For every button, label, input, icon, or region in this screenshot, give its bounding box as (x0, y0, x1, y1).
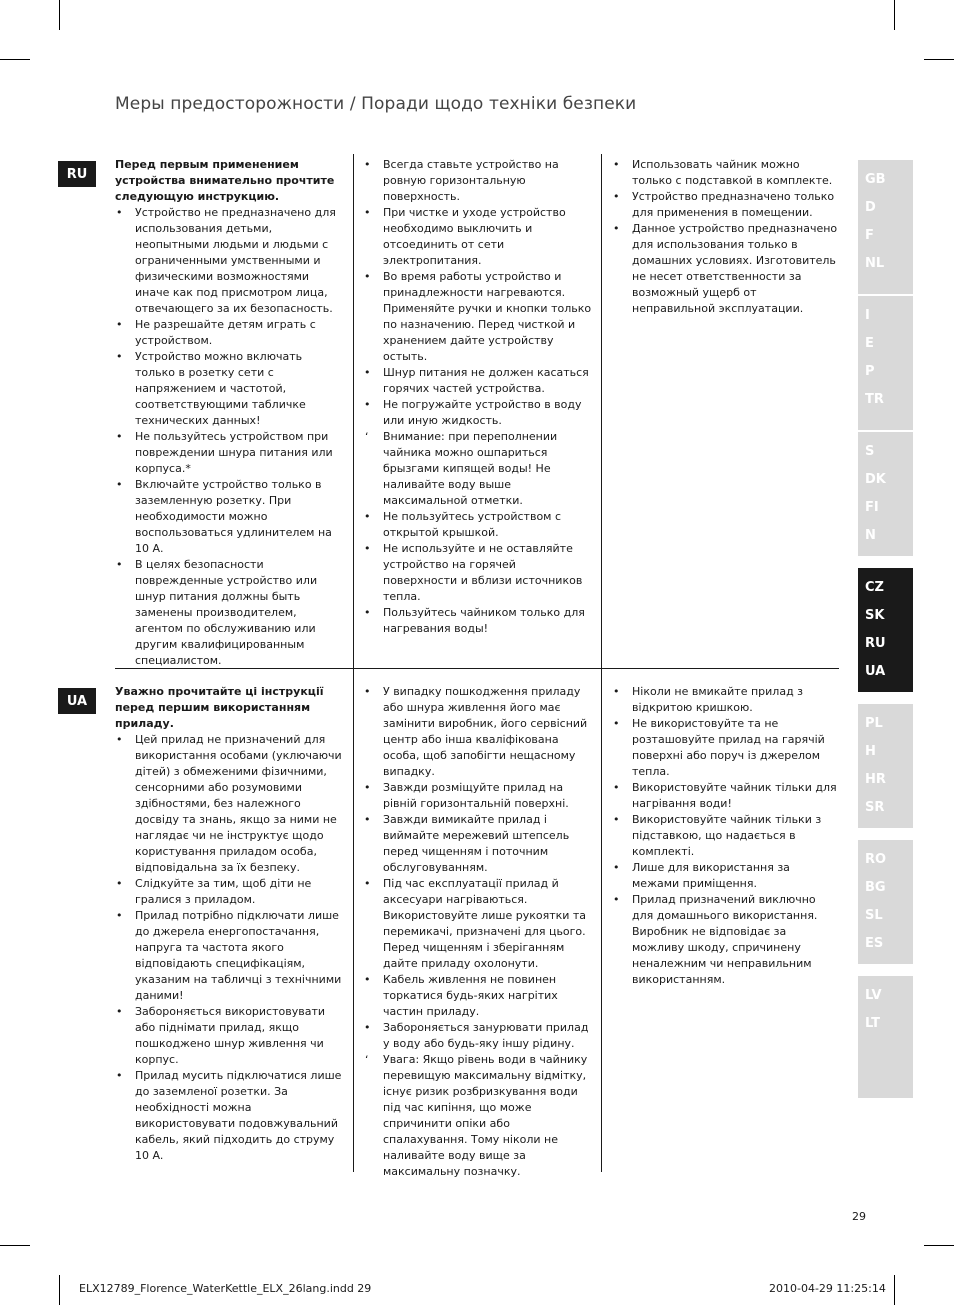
language-tab-group[interactable] (858, 704, 913, 828)
list-item: • Использовать чайник можно только с подставкой в комплекте. (612, 157, 840, 189)
language-tab[interactable]: I (865, 308, 870, 323)
language-tab[interactable]: RO (865, 852, 887, 867)
crop-mark (59, 0, 60, 30)
language-badge-ru: RU (58, 161, 96, 187)
list-item: • Цей прилад не призначений для використання особами (уключаючи дітей) з обмеженими фізичними, сенсорними або розумовими здібностями, без належного досвіду та знань, якщо за ними не наглядає чи не інструктує щодо користування приладом особа, відповідальна за їх безпеку. (115, 732, 343, 876)
crop-mark (894, 1275, 895, 1305)
language-tab[interactable]: P (865, 364, 875, 379)
list-item: • Завжди вимикайте прилад і виймайте мережевий штепсель перед чищенням і поточним обслуговуванням. (363, 812, 593, 876)
crop-mark (0, 59, 30, 60)
page-number: 29 (852, 1210, 866, 1223)
language-tab[interactable]: F (865, 228, 874, 243)
list-item: • Не разрешайте детям играть с устройством. (115, 317, 343, 349)
column-divider (601, 669, 602, 1172)
list-item: • Прилад потрібно підключати лише до джерела енергопостачання, напруга та частота якого відповідають специфікаціям, указаним на табличці з технічними даними! (115, 908, 343, 1004)
list-item: • Під час експлуатації прилад й аксесуари нагріваються. Використовуйте лише рукоятки та перемикачі, призначені для цього. Перед чищенням і зберіганням дайте приладу охолонути. (363, 876, 593, 972)
list-item: • Всегда ставьте устройство на ровную горизонтальную поверхность. (363, 157, 593, 205)
ru-list-2 (363, 157, 593, 637)
language-tab[interactable]: BG (865, 880, 886, 895)
language-tab[interactable]: D (865, 200, 876, 215)
language-tab[interactable]: TR (865, 392, 884, 407)
language-tab[interactable]: SR (865, 800, 885, 815)
crop-mark (924, 59, 954, 60)
language-tab[interactable]: E (865, 336, 874, 351)
list-item: • Не погружайте устройство в воду или иную жидкость. (363, 397, 593, 429)
language-tab[interactable]: H (865, 744, 876, 759)
list-item: • Устройство не предназначено для использования детьми, неопытными людьми и людьми с ограниченными умственными и физическими возможностями иначе как под присмотром лица, отвечающего за их безопасность. (115, 205, 343, 317)
ua-list-2 (363, 684, 593, 1180)
section-separator (115, 668, 839, 669)
language-tab[interactable]: SL (865, 908, 883, 923)
list-item: • Кабель живлення не повинен торкатися будь-яких нагрітих частин приладу. (363, 972, 593, 1020)
list-item: • Не используйте и не оставляйте устройство на горячей поверхности и вблизи источников тепла. (363, 541, 593, 605)
list-item: • У випадку пошкодження приладу або шнура живлення його має замінити виробник, його сервісний центр або інша кваліфікована особа, щоб запобігти нещасному випадку. (363, 684, 593, 780)
list-item: • Забороняється занурювати прилад у воду або будь-яку іншу рідину. (363, 1020, 593, 1052)
list-item: • Використовуйте чайник тільки для нагрівання води! (612, 780, 840, 812)
list-item: • Включайте устройство только в заземленную розетку. При необходимости можно воспользоваться удлинителем на 10 А. (115, 477, 343, 557)
list-item: • Шнур питания не должен касаться горячих частей устройства. (363, 365, 593, 397)
warning-item: ʻ Внимание: при переполнении чайника можно ошпариться брызгами кипящей воды! Не наливайте воду выше максимальной отметки. (363, 429, 593, 509)
list-item: • В целях безопасности поврежденные устройство или шнур питания должны быть заменены производителем, агентом по обслуживанию или другим квалифицированным специалистом. (115, 557, 343, 669)
ru-column-2 (363, 157, 593, 637)
warning-item: ʻ Увага: Якщо рівень води в чайнику перевищую максимальну відмітку, існує ризик розбризкування води під час кипіння, що може спричинити опіки або спалахування. Тому ніколи не наливайте воду вище за максимальну позначку. (363, 1052, 593, 1180)
language-tab[interactable]: S (865, 444, 875, 459)
language-tab[interactable]: SK (865, 608, 885, 623)
language-tab[interactable]: NL (865, 256, 885, 271)
file-name-footer: ELX12789_Florence_WaterKettle_ELX_26lang.indd 29 (79, 1282, 372, 1295)
column-divider (601, 154, 602, 669)
language-tab-group[interactable] (858, 432, 913, 556)
language-tab[interactable]: LV (865, 988, 882, 1003)
language-badge-ua: UA (58, 688, 96, 714)
list-item: • Пользуйтесь чайником только для нагревания воды! (363, 605, 593, 637)
list-item: • Використовуйте чайник тільки з підставкою, що надається в комплекті. (612, 812, 840, 860)
list-item: • Лише для використання за межами приміщення. (612, 860, 840, 892)
language-tab[interactable]: RU (865, 636, 886, 651)
language-tab[interactable]: LT (865, 1016, 880, 1031)
language-tab[interactable]: GB (865, 172, 886, 187)
language-tab[interactable]: UA (865, 664, 886, 679)
list-item: • Во время работы устройство и принадлежности нагреваются. Применяйте ручки и кнопки только по назначению. Перед чисткой и хранением дайте устройству остыть. (363, 269, 593, 365)
language-tab[interactable]: HR (865, 772, 886, 787)
column-divider (353, 154, 354, 669)
crop-mark (59, 1275, 60, 1305)
ua-list-3 (612, 684, 840, 988)
list-item: • Данное устройство предназначено для использования только в домашних условиях. Изготовитель не несет ответственности за возможный ущерб от неправильной эксплуатации. (612, 221, 840, 317)
ru-column-1 (115, 157, 343, 669)
ru-list-3 (612, 157, 840, 317)
crop-mark (0, 1245, 30, 1246)
language-tab[interactable]: FI (865, 500, 879, 515)
ua-column-1 (115, 684, 343, 1164)
list-item: • Ніколи не вмикайте прилад з відкритою кришкою. (612, 684, 840, 716)
crop-mark (924, 1245, 954, 1246)
list-item: • Прилад призначений виключно для домашнього використання. Виробник не відповідає за можливу шкоду, спричинену неналежним чи неправильним використанням. (612, 892, 840, 988)
language-tab-group[interactable] (858, 296, 913, 430)
language-tab-group[interactable] (858, 840, 913, 964)
list-item: • Слідкуйте за тим, щоб діти не гралися з приладом. (115, 876, 343, 908)
language-tab[interactable]: DK (865, 472, 886, 487)
timestamp-footer: 2010-04-29 11:25:14 (769, 1282, 886, 1295)
ru-intro: Перед первым применением устройства внимательно прочтите следующую инструкцию. (115, 158, 335, 203)
list-item: • Не використовуйте та не розташовуйте прилад на гарячій поверхні або поруч із джерелом тепла. (612, 716, 840, 780)
list-item: • Завжди розміщуйте прилад на рівній горизонтальній поверхні. (363, 780, 593, 812)
ua-column-3 (612, 684, 840, 988)
list-item: • При чистке и уходе устройство необходимо выключить и отсоединить от сети электропитания. (363, 205, 593, 269)
ru-list-1 (115, 205, 343, 669)
ua-list-1 (115, 732, 343, 1164)
list-item: • Забороняється використовувати або піднімати прилад, якщо пошкоджено шнур живлення чи корпус. (115, 1004, 343, 1068)
language-tab-group[interactable] (858, 160, 913, 294)
ua-intro: Уважно прочитайте ці інструкції перед першим використанням приладу. (115, 685, 324, 730)
language-tab[interactable]: CZ (865, 580, 884, 595)
language-tab-group[interactable] (858, 976, 913, 1098)
list-item: • Не пользуйтесь устройством при повреждении шнура питания или корпуса.* (115, 429, 343, 477)
ua-column-2 (363, 684, 593, 1180)
list-item: • Устройство можно включать только в розетку сети с напряжением и частотой, соответствующими табличке технических данных! (115, 349, 343, 429)
language-tab[interactable]: N (865, 528, 876, 543)
language-tab-group-active[interactable] (858, 568, 913, 692)
language-tab[interactable]: ES (865, 936, 884, 951)
page-title: Меры предосторожности / Поради щодо техніки безпеки (115, 94, 637, 114)
column-divider (353, 669, 354, 1172)
list-item: • Не пользуйтесь устройством с открытой крышкой. (363, 509, 593, 541)
ru-column-3 (612, 157, 840, 317)
language-tab[interactable]: PL (865, 716, 883, 731)
crop-mark (894, 0, 895, 30)
list-item: • Устройство предназначено только для применения в помещении. (612, 189, 840, 221)
list-item: • Прилад мусить підключатися лише до заземленої розетки. За необхідності можна використовувати подовжувальний кабель, який підходить до струму 10 A. (115, 1068, 343, 1164)
